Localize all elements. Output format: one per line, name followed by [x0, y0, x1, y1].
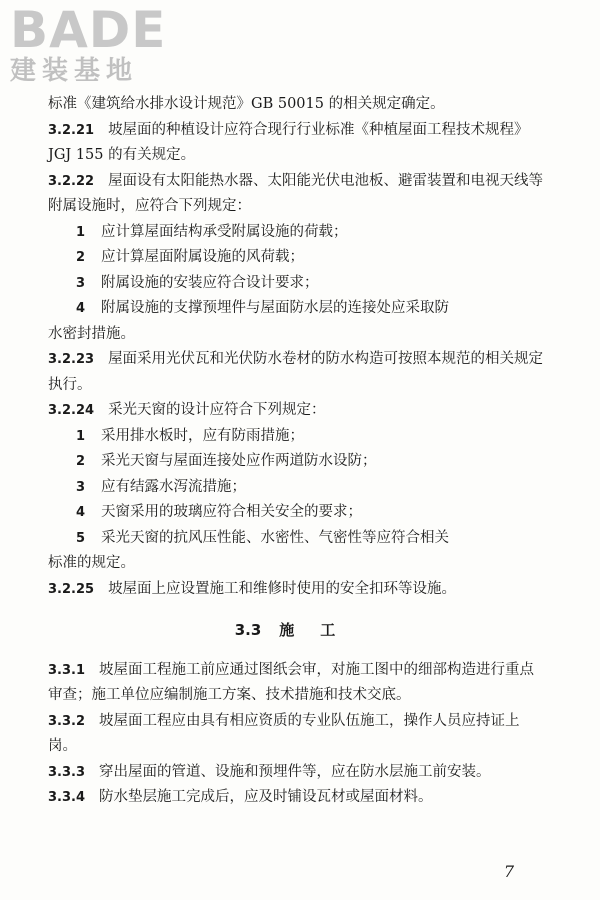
clause-3-2-22: [48, 169, 548, 220]
list-item: [48, 245, 548, 271]
item-number: 5: [76, 530, 86, 546]
item-number: 4: [76, 301, 86, 316]
item-text: 采光天窗与屋面连接处应作两道防水设防；: [101, 453, 377, 469]
clause-number: 3.3.4: [48, 790, 86, 805]
clause-3-3-3: [48, 760, 548, 786]
logo-sub-text: 建装基地: [10, 56, 139, 86]
list-item: [48, 500, 548, 526]
clause-text: 防水垫层施工完成后，应及时铺设瓦材或屋面材料。: [99, 789, 433, 805]
clause-number: 3.2.23: [48, 352, 95, 367]
list-item: [48, 220, 548, 246]
clause-number: 3.2.22: [48, 173, 95, 189]
list-item: [48, 475, 548, 501]
section-number: 3.3: [234, 621, 262, 639]
clause-number: 3.3.1: [48, 662, 86, 678]
clause-3-3-4: [48, 785, 548, 811]
item-text: 采光天窗的抗风压性能、水密性、气密性等应符合相关: [101, 529, 450, 546]
clause-text: 屋面设有太阳能热水器、太阳能光伏电池板、避雷装置和电视天线等附属设施时，应符合下列规定：: [48, 172, 544, 214]
document-body: [48, 92, 548, 811]
clause-text: 坡屋面工程施工前应通过图纸会审，对施工图中的细部构造进行重点审查；施工单位应编制施工方案、技术措施和技术交底。: [48, 661, 535, 703]
clause-text: 屋面采用光伏瓦和光伏防水卷材的防水构造可按照本规范的相关规定执行。: [48, 351, 544, 393]
logo-main-text: BADE: [10, 1, 167, 59]
clause-text: 坡屋面工程应由具有相应资质的专业队伍施工，操作人员应持证上岗。: [48, 712, 520, 754]
item-number: 2: [76, 454, 86, 469]
section-heading: [48, 618, 548, 644]
clause-number: 3.2.21: [48, 122, 95, 138]
clause-3-3-2: [48, 709, 548, 760]
item-number: 3: [76, 479, 86, 495]
clause-text: 穿出屋面的管道、设施和预埋件等，应在防水层施工前安装。: [99, 763, 491, 780]
intro-continuation: 标准《建筑给水排水设计规范》GB 50015 的相关规定确定。: [48, 96, 445, 112]
list-item: [48, 526, 548, 552]
page-number: 7: [503, 862, 514, 881]
list-item: [48, 449, 548, 475]
clause-3-2-25: [48, 577, 548, 603]
item-text: 采用排水板时，应有防雨措施；: [101, 427, 305, 444]
section-title: 施工: [279, 621, 362, 639]
list-item: [48, 424, 548, 450]
item-number: 4: [76, 505, 86, 520]
clause-text: 坡屋面的种植设计应符合现行行业标准《种植屋面工程技术规程》JGJ 155 的有关规定。: [48, 121, 529, 163]
item-number: 2: [76, 250, 86, 265]
clause-3-3-1: [48, 658, 548, 709]
item-text: 附属设施的支撑预埋件与屋面防水层的连接处应采取防: [101, 300, 450, 316]
item-number: 1: [76, 224, 86, 240]
clause-number: 3.2.25: [48, 581, 95, 597]
clause-number: 3.3.3: [48, 764, 86, 780]
item-text: 天窗采用的玻璃应符合相关安全的要求；: [101, 504, 363, 520]
item-text: 附属设施的安装应符合设计要求；: [101, 274, 319, 291]
item-number: 1: [76, 428, 86, 444]
clause-text: 采光天窗的设计应符合下列规定：: [108, 402, 326, 418]
item-text: 应有结露水泻流措施；: [101, 478, 247, 495]
clause-number: 3.3.2: [48, 713, 86, 729]
list-item: [48, 271, 548, 297]
item-text: 应计算屋面结构承受附属设施的荷载；: [101, 223, 348, 240]
clause-3-2-23: [48, 347, 548, 398]
clause-3-2-24: [48, 398, 548, 424]
clause-number: 3.2.24: [48, 403, 95, 418]
item-continuation: 水密封措施。: [48, 325, 135, 342]
clause-3-2-21: [48, 118, 548, 169]
item-number: 3: [76, 275, 86, 291]
list-item: [48, 296, 548, 322]
item-text: 应计算屋面附属设施的风荷载；: [101, 249, 305, 265]
watermark-logo: [10, 1, 180, 86]
clause-text: 坡屋面上应设置施工和维修时使用的安全扣环等设施。: [108, 580, 457, 597]
item-continuation: 标准的规定。: [48, 555, 135, 571]
